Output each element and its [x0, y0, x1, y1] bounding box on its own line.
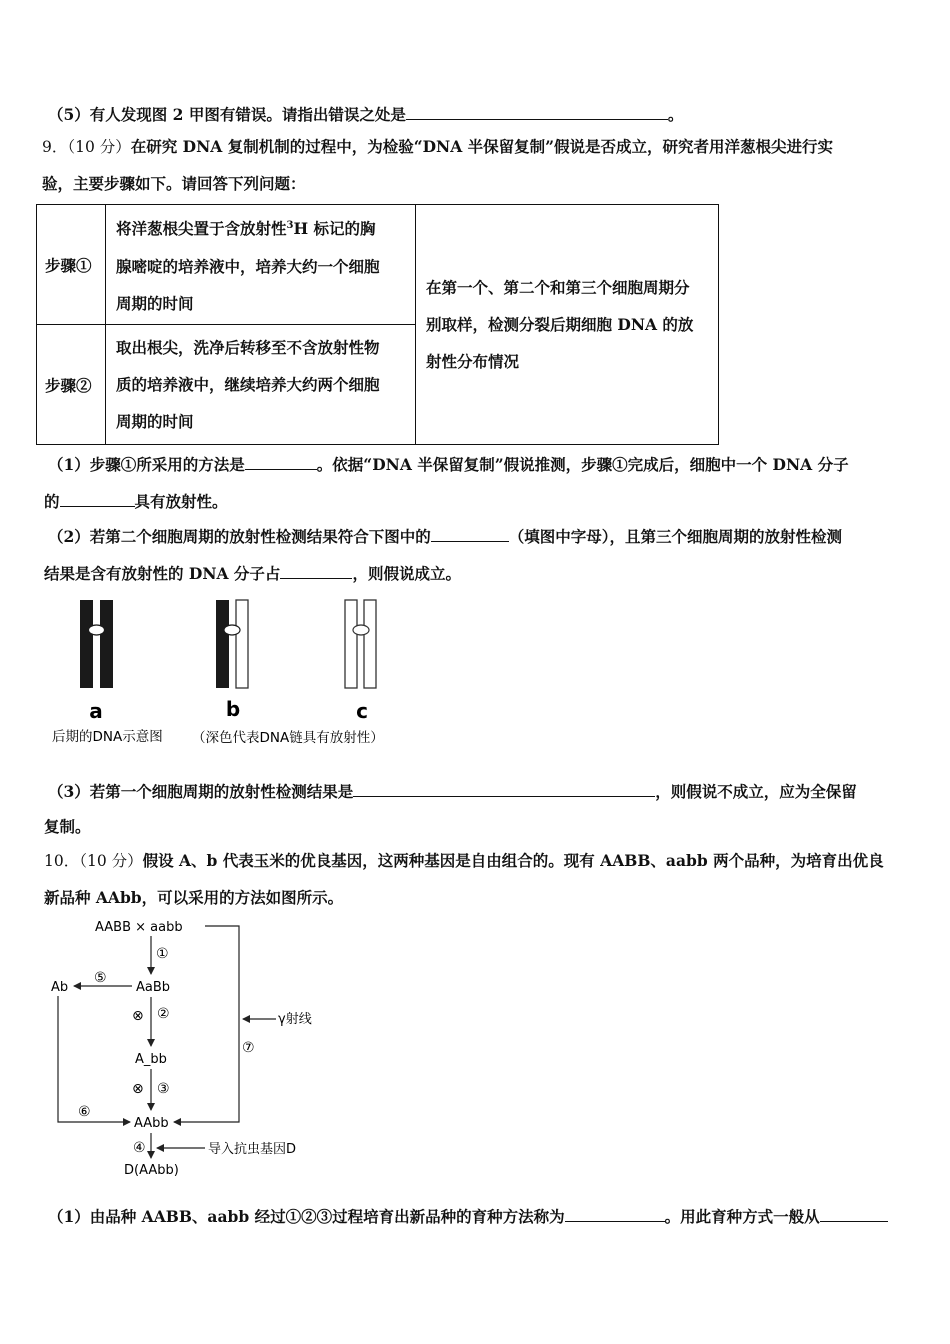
detection-line2: 别取样，检测分裂后期细胞 DNA 的放	[426, 315, 694, 334]
q10-p1-blank1[interactable]	[565, 1205, 665, 1222]
q8-part5-blank[interactable]	[406, 103, 668, 120]
q9-intro-line2: 验，主要步骤如下。请回答下列问题：	[42, 174, 306, 193]
dna-figure	[40, 595, 420, 755]
q9-p3-line2: 复制。	[44, 817, 91, 836]
q9-p2-blank1[interactable]	[431, 525, 509, 542]
step-6-mark: ⑥	[78, 1104, 91, 1120]
q8-part5-line	[48, 103, 683, 125]
q9-p3-line1	[48, 780, 857, 802]
q10-intro-line2: 新品种 AAbb，可以采用的方法如图所示。	[44, 888, 344, 907]
step1-line1b: H 标记的胸	[293, 219, 376, 239]
step-7-mark: ⑦	[242, 1040, 255, 1056]
q9-p2-blank2[interactable]	[280, 562, 352, 579]
dna-b-centromere	[224, 625, 240, 635]
diagram-aabb-f1: AaBb	[136, 980, 171, 995]
step-1-mark: ①	[156, 946, 169, 962]
q9-p1-line2	[44, 490, 228, 512]
q9-p2-line2	[44, 562, 461, 584]
q9-p1-blank1[interactable]	[245, 453, 317, 470]
gamma-ray-label: γ射线	[278, 1012, 312, 1027]
dna-label-c: c	[356, 699, 368, 723]
q10-number: 10．（10 分）	[44, 852, 143, 870]
dna-a-centromere	[89, 625, 105, 635]
q9-p2-text-a: （2）若第二个细胞周期的放射性检测结果符合下图中的	[48, 527, 431, 546]
q9-p2-text-b: （填图中字母），且第三个细胞周期的放射性检测	[508, 527, 843, 546]
step-3-mark: ③	[157, 1081, 170, 1097]
step1-line3: 周期的时间	[116, 293, 194, 313]
diagram-a-bb: A_bb	[135, 1052, 167, 1067]
q9-p1-blank2[interactable]	[60, 490, 135, 507]
q8-part5-end: 。	[667, 105, 684, 124]
insert-gene-label: 导入抗虫基因D	[208, 1142, 297, 1157]
q9-p1-line1	[48, 453, 849, 475]
breeding-diagram	[40, 912, 340, 1182]
step2-label: 步骤②	[37, 325, 106, 445]
q9-p2-line1	[48, 525, 842, 547]
dna-label-a: a	[89, 699, 103, 723]
dna-c-centromere	[353, 625, 369, 635]
dna-a-strand-right	[100, 600, 113, 688]
step-2-mark: ②	[157, 1006, 170, 1022]
dna-c-strand-right	[364, 600, 376, 688]
q9-p3-text-b: ，则假说不成立，应为全保留	[655, 782, 857, 801]
dna-c-strand-left	[345, 600, 357, 688]
q10-intro-line1	[44, 851, 884, 871]
dna-label-b: b	[225, 697, 241, 721]
q10-p1-line1	[48, 1205, 888, 1227]
self-cross-2: ⊗	[132, 1081, 144, 1097]
detection-line1: 在第一个、第二个和第三个细胞周期分	[426, 278, 690, 297]
q10-intro-1: 假设 A、b 代表玉米的优良基因，这两种基因是自由组合的。现有 AABB、aabb 两个品种，为培育出优良	[142, 851, 884, 870]
step-4-mark: ④	[133, 1140, 146, 1156]
dna-b-strand-right	[236, 600, 248, 688]
q10-p1-text-b: 。用此育种方式一般从	[664, 1207, 820, 1226]
step2-line2: 质的培养液中，继续培养大约两个细胞	[116, 375, 380, 394]
q9-number: 9．（10 分）	[42, 138, 131, 156]
step1-procedure	[106, 205, 416, 325]
steps-detection-cell	[416, 205, 719, 445]
detection-line3: 射性分布情况	[426, 352, 520, 371]
q9-p1-text-d: 具有放射性。	[134, 492, 228, 511]
step2-procedure	[106, 325, 416, 445]
step-5-mark: ⑤	[94, 970, 107, 986]
q9-p1-text-a: （1）步骤①所采用的方法是	[48, 455, 245, 474]
step1-label: 步骤①	[37, 205, 106, 325]
step2-line1: 取出根尖，洗净后转移至不含放射性物	[116, 338, 380, 357]
diagram-cross: AABB × aabb	[95, 920, 183, 935]
diagram-aabb-target: AAbb	[134, 1116, 169, 1131]
step1-line2: 腺嘧啶的培养液中，培养大约一个细胞	[116, 256, 380, 276]
path-6	[58, 996, 130, 1122]
dna-caption-right: （深色代表DNA链具有放射性）	[192, 730, 384, 746]
step1-line1a: 将洋葱根尖置于含放射性	[116, 219, 287, 239]
q10-p1-text-a: （1）由品种 AABB、aabb 经过①②③过程培育出新品种的育种方法称为	[48, 1207, 565, 1226]
q10-p1-blank2[interactable]	[820, 1205, 888, 1222]
q8-part5-text: （5）有人发现图 2 甲图有错误。请指出错误之处是	[48, 105, 406, 124]
q9-steps-table	[36, 204, 719, 445]
q9-p1-text-c: 的	[44, 492, 60, 511]
dna-a-strand-left	[80, 600, 93, 688]
diagram-final: D(AAbb)	[124, 1163, 179, 1178]
q9-p3-blank[interactable]	[353, 780, 655, 797]
q9-intro-line1	[42, 137, 833, 157]
q9-p2-text-c: 结果是含有放射性的 DNA 分子占	[44, 564, 281, 583]
self-cross-1: ⊗	[132, 1008, 144, 1024]
dna-caption-left: 后期的DNA示意图	[52, 729, 163, 745]
q9-p1-text-b: 。依据“DNA 半保留复制”假说推测，步骤①完成后，细胞中一个 DNA 分子	[316, 455, 849, 474]
dna-b-strand-left	[216, 600, 229, 688]
q9-intro-1: 在研究 DNA 复制机制的过程中，为检验“DNA 半保留复制”假说是否成立，研究者用洋葱根尖进行实	[130, 137, 834, 156]
step2-line3: 周期的时间	[116, 412, 194, 431]
path-7	[174, 926, 239, 1122]
step1-sup: 3	[286, 220, 294, 232]
q9-p3-text-a: （3）若第一个细胞周期的放射性检测结果是	[48, 782, 354, 801]
q9-p2-text-d: ，则假说成立。	[352, 564, 461, 583]
diagram-ab: Ab	[51, 980, 69, 995]
